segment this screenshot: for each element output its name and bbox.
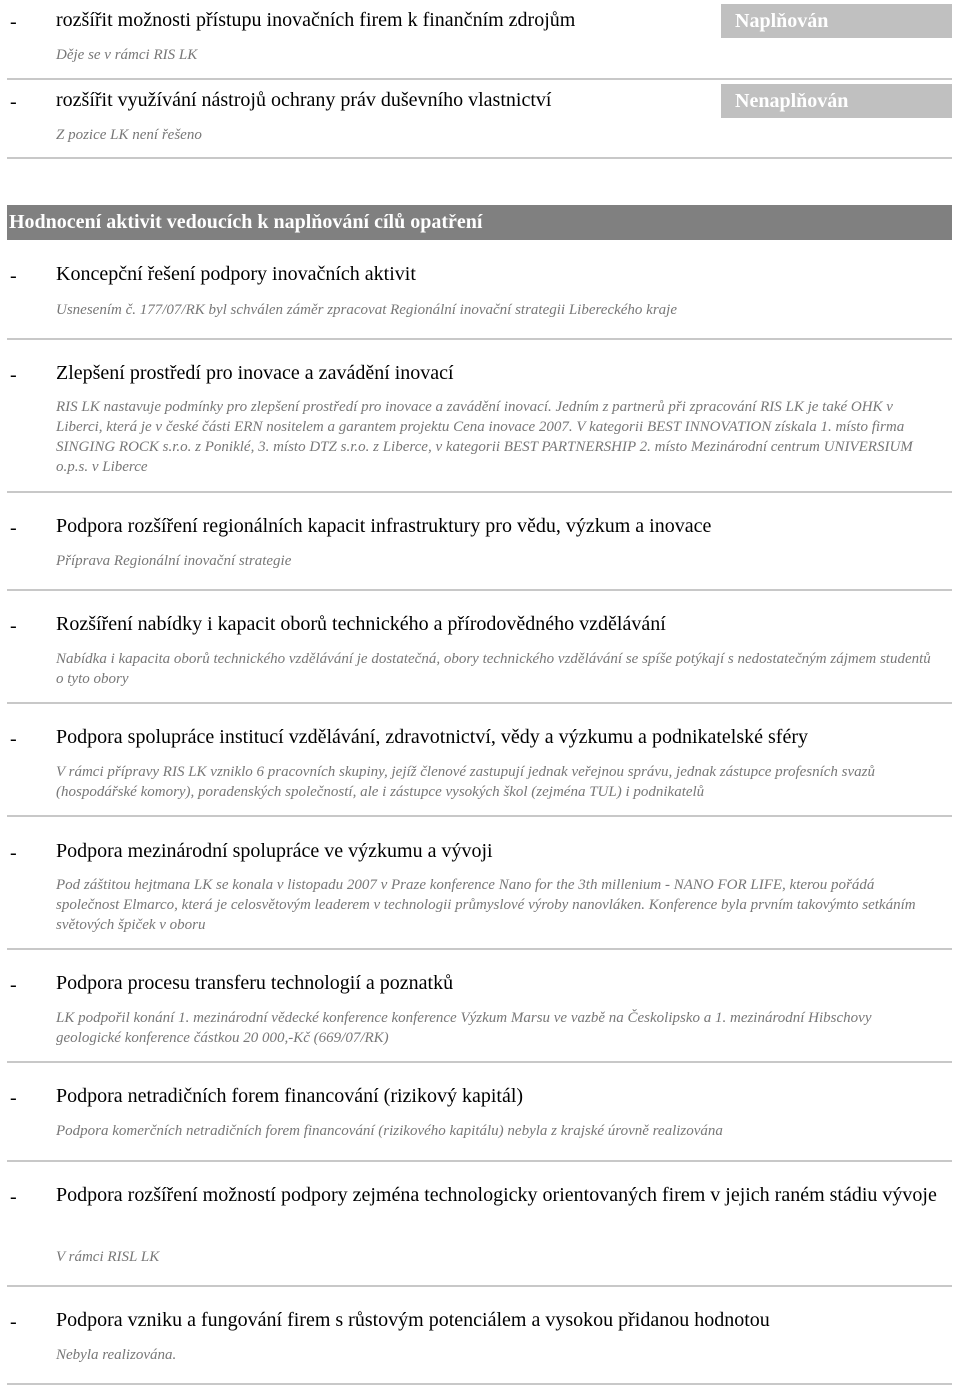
- activity-title: Podpora spolupráce institucí vzdělávání, zdravotnictví, vědy a výzkumu a podnikatelské sféry: [56, 726, 809, 748]
- bullet-dash: -: [10, 1186, 17, 1208]
- bullet-dash: -: [10, 1087, 17, 1109]
- activity-title: Koncepční řešení podpory inovačních aktivit: [56, 263, 416, 285]
- status-badge: Naplňován: [721, 4, 952, 38]
- bullet-dash: -: [10, 11, 17, 33]
- bullet-dash: -: [10, 974, 17, 996]
- activity-note: Nabídka i kapacita oborů technického vzdělávání je dostatečná, obory technického vzdělávání se spíše potýkají s nedostatečným zájmem studentů o tyto obory: [56, 651, 931, 687]
- divider: [7, 589, 952, 591]
- item-title: rozšířit využívání nástrojů ochrany práv duševního vlastnictví: [56, 89, 552, 111]
- item-title: rozšířit možnosti přístupu inovačních firem k finančním zdrojům: [56, 9, 576, 31]
- activity-note: V rámci přípravy RIS LK vzniklo 6 pracovních skupiny, jejíž členové zastupují jednak veřejnou správu, jednak zástupce profesních svazů (hospodářské komory), poradenských společností, ale i zástupce vysokých škol (zejména TUL) i podnikatelů: [56, 764, 876, 800]
- bullet-dash: -: [10, 517, 17, 539]
- bullet-dash: -: [10, 364, 17, 386]
- activity-note: Příprava Regionální inovační strategie: [56, 553, 292, 569]
- divider: [7, 491, 952, 493]
- bullet-dash: -: [10, 728, 17, 750]
- divider: [7, 1061, 952, 1063]
- activity-title: Podpora vzniku a fungování firem s růstovým potenciálem a vysokou přidanou hodnotou: [56, 1309, 770, 1331]
- divider: [7, 1383, 952, 1385]
- bullet-dash: -: [10, 615, 17, 637]
- bullet-dash: -: [10, 1311, 17, 1333]
- divider: [7, 157, 952, 159]
- activity-note: Podpora komerčních netradičních forem financování (rizikového kapitálu) nebyla z krajské úrovně realizována: [56, 1123, 723, 1139]
- bullet-dash: -: [10, 91, 17, 113]
- activity-note: Pod záštitou hejtmana LK se konala v listopadu 2007 v Praze konference Nano for the 3th millenium - NANO FOR LIFE, kterou pořádá společnost Elmarco, která je celosvětovým leaderem v technologii průmyslové výroby nanovláken. Konference byla prvním takovýmto setkáním světových špiček v oboru: [56, 877, 916, 933]
- item-note: Z pozice LK není řešeno: [56, 127, 202, 143]
- activity-title: Podpora rozšíření regionálních kapacit infrastruktury pro vědu, výzkum a inovace: [56, 515, 712, 537]
- item-note: Děje se v rámci RIS LK: [56, 47, 198, 63]
- activity-title: Podpora netradičních forem financování (rizikový kapitál): [56, 1085, 524, 1107]
- bullet-dash: -: [10, 842, 17, 864]
- activity-note: Nebyla realizována.: [56, 1347, 177, 1363]
- section-title: Hodnocení aktivit vedoucích k naplňování cílů opatření: [7, 205, 952, 240]
- divider: [7, 948, 952, 950]
- activity-title: Podpora mezinárodní spolupráce ve výzkumu a vývoji: [56, 840, 493, 862]
- activity-note: RIS LK nastavuje podmínky pro zlepšení prostředí pro inovace a zavádění inovací. Jedním z partnerů při zpracování RIS LK je také OHK v Liberci, která je v české části ERN nositelem a garantem projektu Cena inovace 2007. V kategorii BEST INNOVATION získala 1. místo firma SINGING ROCK s.r.o. z Poniklé, 3. místo DTZ s.r.o. z Liberce, v kategorii BEST PARTNERSHIP 2. místo Mezinárodní centrum UNIVERSIUM o.p.s. v Liberce: [56, 399, 913, 475]
- bullet-dash: -: [10, 265, 17, 287]
- activity-title: Podpora rozšíření možností podpory zejména technologicky orientovaných firem v jejich raném stádiu vývoje: [56, 1184, 937, 1206]
- activity-title: Podpora procesu transferu technologií a poznatků: [56, 972, 454, 994]
- divider: [7, 1285, 952, 1287]
- divider: [7, 338, 952, 340]
- activity-note: V rámci RISL LK: [56, 1249, 160, 1265]
- activity-title: Zlepšení prostředí pro inovace a zavádění inovací: [56, 362, 454, 384]
- divider: [7, 78, 952, 80]
- divider: [7, 702, 952, 704]
- activity-title: Rozšíření nabídky i kapacit oborů technického a přírodovědného vzdělávání: [56, 613, 666, 635]
- activity-note: LK podpořil konání 1. mezinárodní vědecké konference konference Výzkum Marsu ve vazbě na Českolipsko a 1. mezinárodní Hibschovy geologické konference částkou 20 000,-Kč (669/07/RK): [56, 1010, 872, 1046]
- divider: [7, 1160, 952, 1162]
- divider: [7, 815, 952, 817]
- status-badge: Nenaplňován: [721, 84, 952, 118]
- activity-note: Usnesením č. 177/07/RK byl schválen záměr zpracovat Regionální inovační strategii Libereckého kraje: [56, 302, 677, 318]
